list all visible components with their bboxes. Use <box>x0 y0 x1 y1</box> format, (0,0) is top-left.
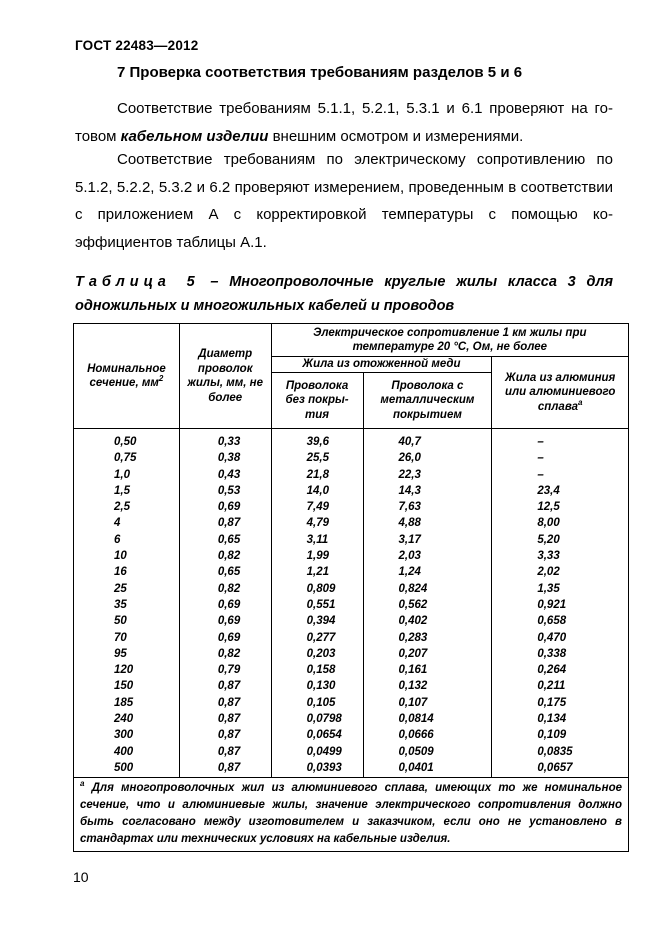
table-cell: 0,0509 <box>363 744 492 760</box>
table-cell: 7,49 <box>271 499 363 515</box>
table-cell: 120 <box>74 662 180 678</box>
table-cell: 3,17 <box>363 532 492 548</box>
table-cell: – <box>492 429 629 451</box>
table-row <box>74 630 629 646</box>
table-cell: 0,87 <box>179 744 271 760</box>
table-cell: 1,24 <box>363 564 492 580</box>
header-aluminium-conductor: Жила из алюминия или алюминиевого сплава$^а$ <box>492 357 629 429</box>
table-cell: 300 <box>74 727 180 743</box>
table-cell: 1,99 <box>271 548 363 564</box>
table-row <box>74 429 629 451</box>
table-cell: 21,8 <box>271 467 363 483</box>
header-nominal-section: Номинальное сечение, $мм^2$ <box>74 324 180 429</box>
table-cell: 500 <box>74 760 180 778</box>
paragraph-text: Соответствие требованиям 5.1.1, 5.2.1, 5.3.1 и 6.1 проверяют на готовом <box>75 100 613 145</box>
table-cell: 70 <box>74 630 180 646</box>
table-cell: 4,88 <box>363 515 492 531</box>
table-cell: 0,394 <box>271 613 363 629</box>
table-cell: 5,20 <box>492 532 629 548</box>
table-cell: 14,0 <box>271 483 363 499</box>
table-cell: 0,53 <box>179 483 271 499</box>
table-cell: 0,203 <box>271 646 363 662</box>
table-cell: 0,824 <box>363 581 492 597</box>
table-cell: 0,134 <box>492 711 629 727</box>
table-row <box>74 548 629 564</box>
table-cell: 3,33 <box>492 548 629 564</box>
table-cell: 50 <box>74 613 180 629</box>
table-cell: 2,03 <box>363 548 492 564</box>
table-row <box>74 727 629 743</box>
table-caption-text: – Многопроволочные круглые жилы класса 3 для одножильных и многожильных кабелей и проводов <box>75 274 613 314</box>
section-title: 7 Проверка соответствия требованиям разделов 5 и 6 <box>117 64 523 81</box>
table-row <box>74 695 629 711</box>
header-coated-wire: Проволока с металлическим покрытием <box>363 373 492 429</box>
table-cell: 0,264 <box>492 662 629 678</box>
table-row <box>74 597 629 613</box>
table-cell: 0,65 <box>179 564 271 580</box>
table-body <box>74 429 629 778</box>
header-copper-conductor: Жила из отожженной меди <box>271 357 492 373</box>
table-cell: 0,0401 <box>363 760 492 778</box>
table-cell: 1,21 <box>271 564 363 580</box>
table-cell: 4,79 <box>271 515 363 531</box>
table-cell: 2,5 <box>74 499 180 515</box>
table-cell: 0,470 <box>492 630 629 646</box>
table-cell: 0,75 <box>74 450 180 466</box>
table-cell: 0,43 <box>179 467 271 483</box>
paragraph-text-end: внешним осмотром и измерениями. <box>268 127 524 145</box>
table-cell: 0,277 <box>271 630 363 646</box>
table-row <box>74 760 629 778</box>
table-row <box>74 613 629 629</box>
table-cell: 0,0798 <box>271 711 363 727</box>
table-footnote: $^а$ Для многопроволочных жил из алюминиевого сплава, имеющих то же номинальное сечение, что и алюминиевые жилы, значение электрического сопротивления должно быть согласовано между изготовителем и заказчиком, если оно не установлено в стандартах или технических условиях на кабельные изделия. <box>74 778 629 852</box>
table-row <box>74 744 629 760</box>
table-cell: 40,7 <box>363 429 492 451</box>
table-cell: 0,809 <box>271 581 363 597</box>
table-cell: – <box>492 450 629 466</box>
paragraph-visual-check <box>75 95 613 150</box>
table-cell: 0,79 <box>179 662 271 678</box>
table-cell: 400 <box>74 744 180 760</box>
table-cell: 0,0835 <box>492 744 629 760</box>
table-row <box>74 499 629 515</box>
table-cell: 0,107 <box>363 695 492 711</box>
table-cell: 0,69 <box>179 597 271 613</box>
table-row <box>74 581 629 597</box>
table-row <box>74 450 629 466</box>
header-bare-wire: Проволока без покрытия <box>271 373 363 429</box>
table-cell: 25,5 <box>271 450 363 466</box>
table-cell: 25 <box>74 581 180 597</box>
table-cell: 0,338 <box>492 646 629 662</box>
table-cell: 1,35 <box>492 581 629 597</box>
table-cell: 3,11 <box>271 532 363 548</box>
table-cell: 0,69 <box>179 613 271 629</box>
table-cell: 0,82 <box>179 646 271 662</box>
header-wire-diameter: Диаметр проволок жилы, мм, не более <box>179 324 271 429</box>
table-row <box>74 532 629 548</box>
table-cell: 0,0666 <box>363 727 492 743</box>
table-cell: 0,132 <box>363 678 492 694</box>
page-number: 10 <box>73 869 89 885</box>
table-cell: 185 <box>74 695 180 711</box>
table-cell: 0,105 <box>271 695 363 711</box>
table-cell: 0,87 <box>179 695 271 711</box>
table-cell: 0,0654 <box>271 727 363 743</box>
table-row <box>74 515 629 531</box>
table-cell: 0,82 <box>179 548 271 564</box>
table-cell: 0,87 <box>179 711 271 727</box>
table-cell: 0,211 <box>492 678 629 694</box>
table-cell: 0,207 <box>363 646 492 662</box>
table-cell: 0,69 <box>179 499 271 515</box>
paragraph-text: Соответствие требованиям по электрическому сопротивлению по 5.1.2, 5.2.2, 5.3.2 и 6.2 проверяют измерением, проведенным в соответствии с приложением А с корректировкой температуры с помощью коэффициентов таблицы А.1. <box>75 151 613 251</box>
table-cell: 0,0657 <box>492 760 629 778</box>
paragraph-resistance-check <box>75 146 613 256</box>
table-cell: 0,161 <box>363 662 492 678</box>
table-cell: 0,283 <box>363 630 492 646</box>
conductor-table <box>73 323 629 852</box>
table-cell: 2,02 <box>492 564 629 580</box>
table-cell: 12,5 <box>492 499 629 515</box>
table-row <box>74 467 629 483</box>
table-cell: 0,87 <box>179 515 271 531</box>
table-row <box>74 711 629 727</box>
table-cell: 95 <box>74 646 180 662</box>
table-cell: 0,551 <box>271 597 363 613</box>
table-cell: 0,0393 <box>271 760 363 778</box>
table-cell: 1,5 <box>74 483 180 499</box>
emphasis-term: кабельном изделии <box>120 127 269 145</box>
table-cell: 22,3 <box>363 467 492 483</box>
table-row <box>74 646 629 662</box>
document-id: ГОСТ 22483—2012 <box>75 38 199 53</box>
table-row <box>74 662 629 678</box>
table-cell: 0,87 <box>179 727 271 743</box>
table-cell: 0,658 <box>492 613 629 629</box>
table-cell: 0,65 <box>179 532 271 548</box>
header-resistance: Электрическое сопротивление 1 км жилы при температуре 20 °С, Ом, не более <box>271 324 628 357</box>
table-row <box>74 483 629 499</box>
table-cell: 0,109 <box>492 727 629 743</box>
table-cell: 0,402 <box>363 613 492 629</box>
table-cell: 16 <box>74 564 180 580</box>
table-cell: 240 <box>74 711 180 727</box>
table-cell: 0,175 <box>492 695 629 711</box>
table-cell: 0,562 <box>363 597 492 613</box>
table-cell: 26,0 <box>363 450 492 466</box>
table-cell: 14,3 <box>363 483 492 499</box>
table-cell: 7,63 <box>363 499 492 515</box>
table-cell: 35 <box>74 597 180 613</box>
table-cell: 0,0814 <box>363 711 492 727</box>
table-cell: 39,6 <box>271 429 363 451</box>
table-cell: 6 <box>74 532 180 548</box>
table-cell: 0,921 <box>492 597 629 613</box>
table-row <box>74 564 629 580</box>
table-cell: 0,38 <box>179 450 271 466</box>
table-label: Таблица 5 <box>75 274 200 290</box>
table-cell: 0,0499 <box>271 744 363 760</box>
table-cell: 0,87 <box>179 678 271 694</box>
table-cell: 0,87 <box>179 760 271 778</box>
table-cell: – <box>492 467 629 483</box>
table-cell: 10 <box>74 548 180 564</box>
table-cell: 8,00 <box>492 515 629 531</box>
table-row <box>74 678 629 694</box>
table-cell: 23,4 <box>492 483 629 499</box>
table-cell: 0,158 <box>271 662 363 678</box>
table-cell: 1,0 <box>74 467 180 483</box>
table-cell: 150 <box>74 678 180 694</box>
table-cell: 4 <box>74 515 180 531</box>
table-cell: 0,50 <box>74 429 180 451</box>
table-caption <box>75 270 613 318</box>
table-cell: 0,33 <box>179 429 271 451</box>
table-cell: 0,69 <box>179 630 271 646</box>
table-cell: 0,130 <box>271 678 363 694</box>
table-cell: 0,82 <box>179 581 271 597</box>
